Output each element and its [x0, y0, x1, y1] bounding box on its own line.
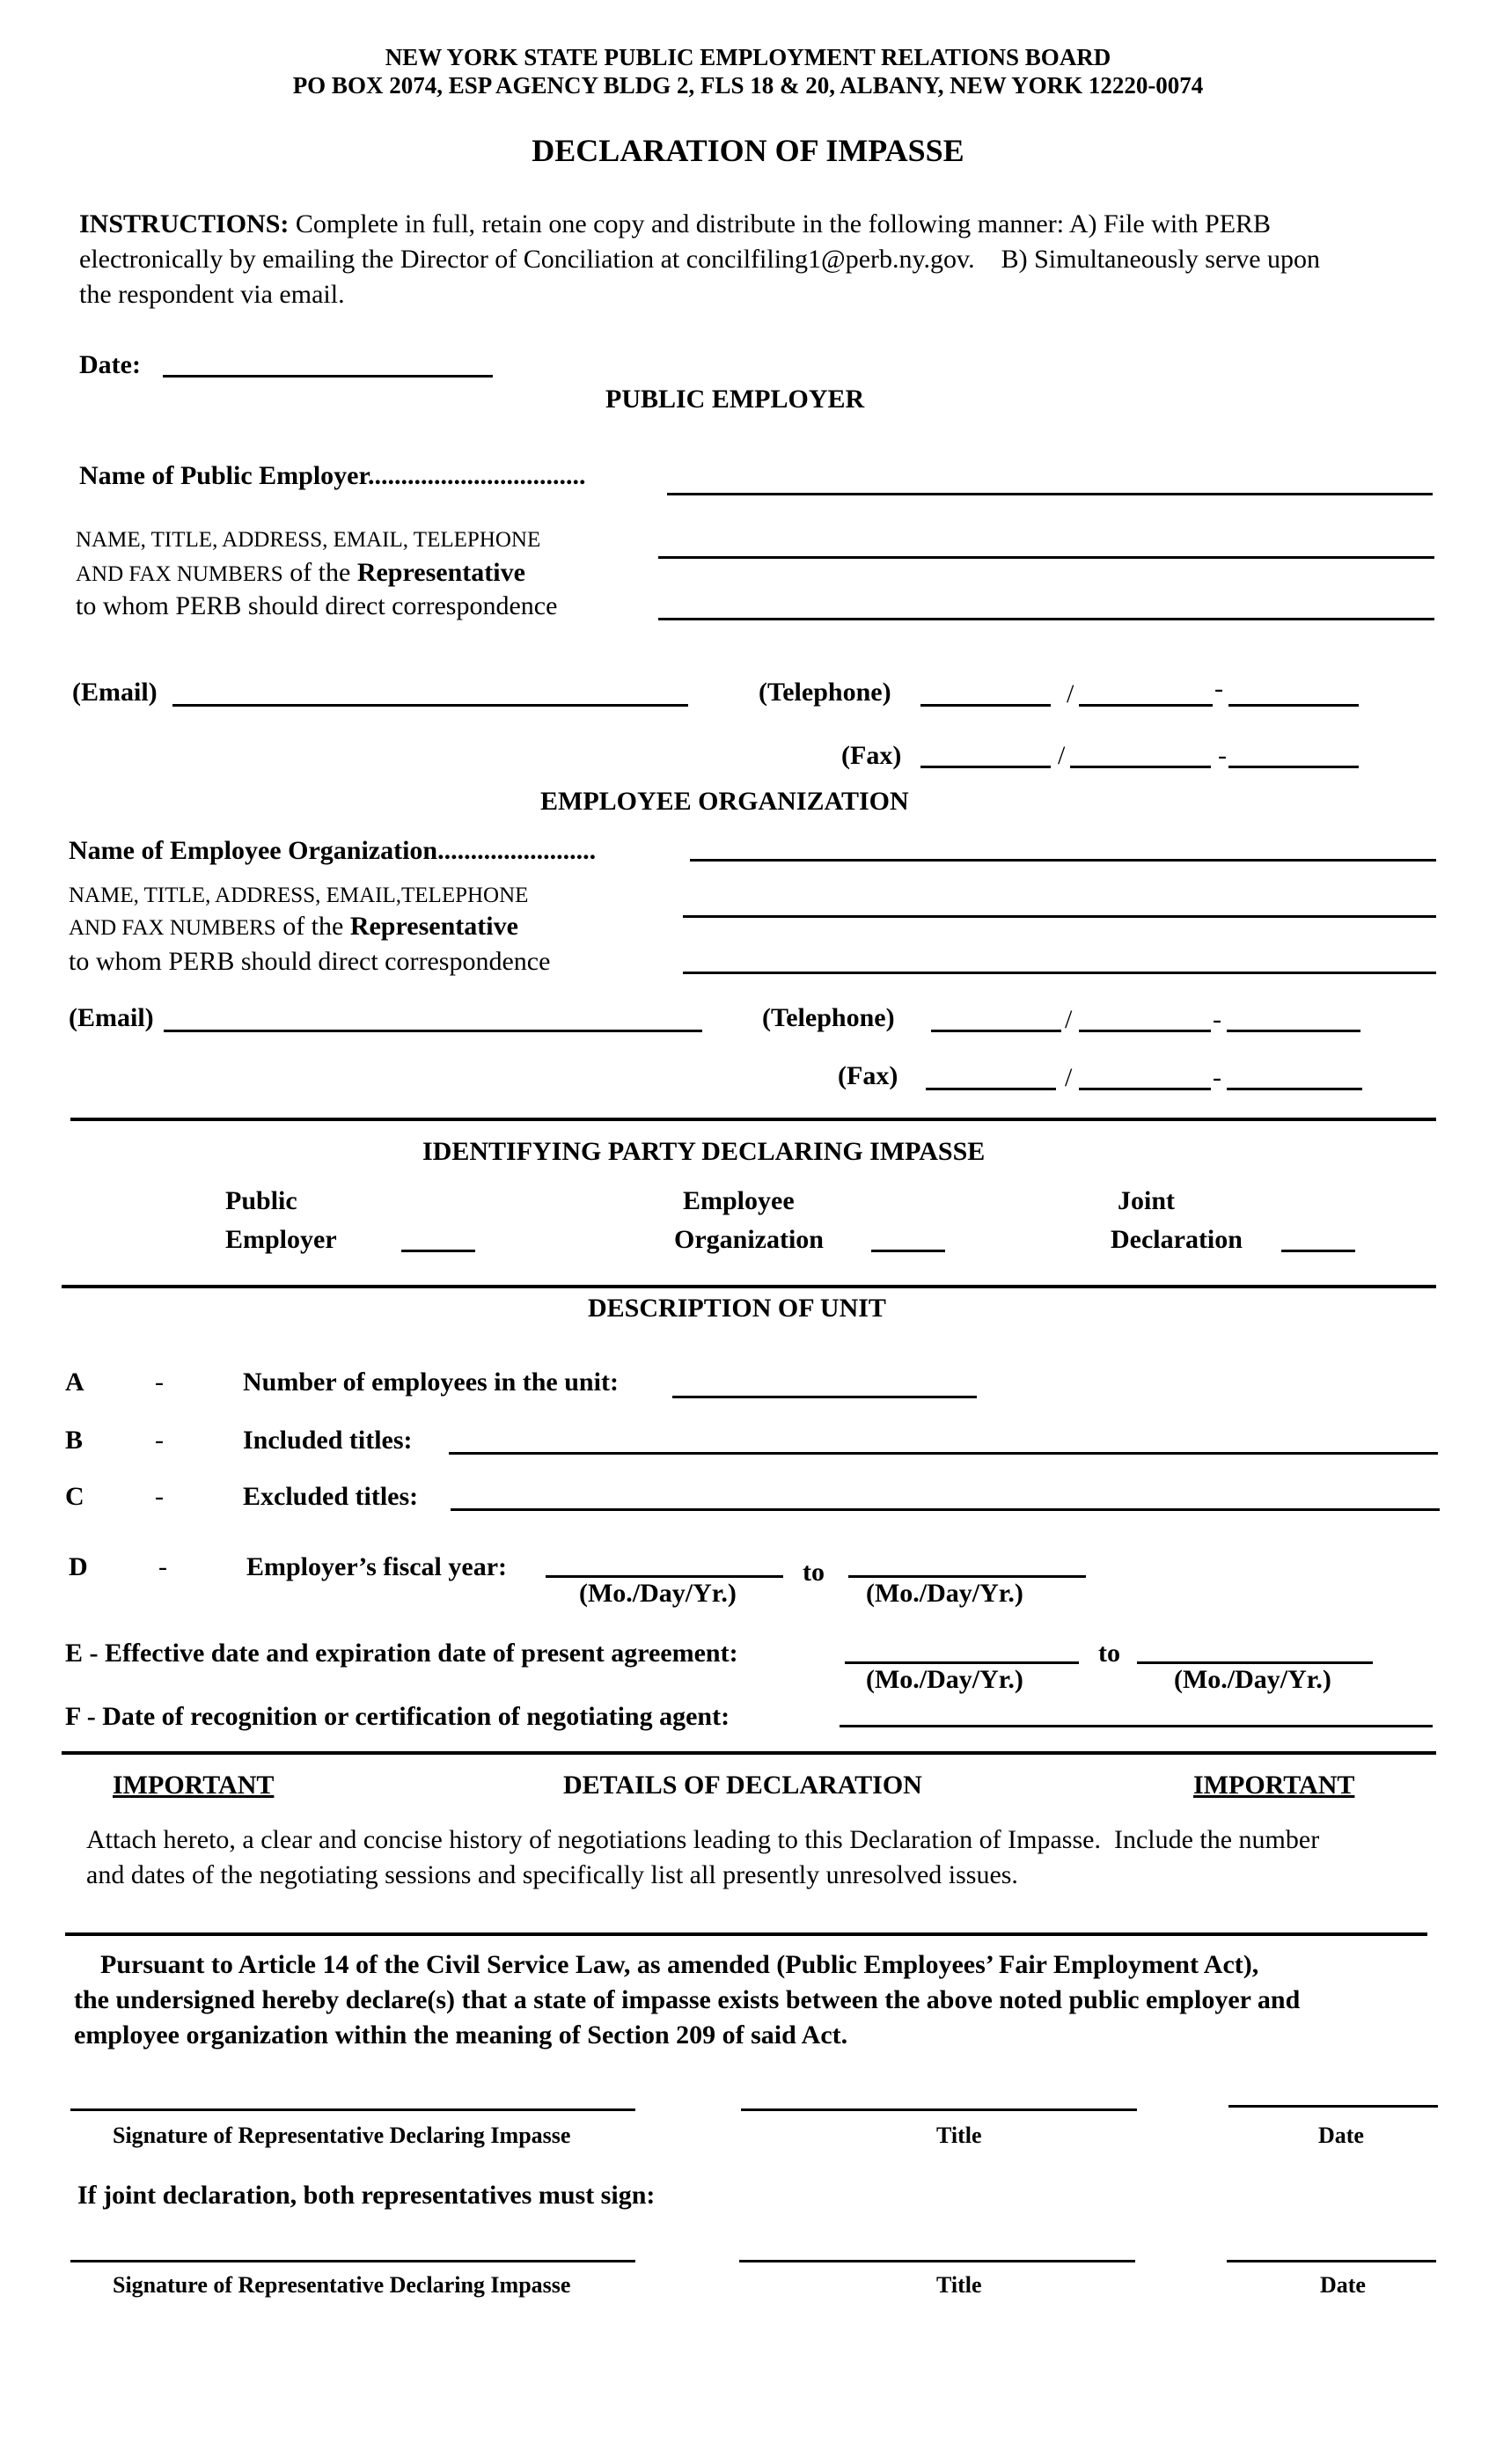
public-employer-checkbox[interactable] — [401, 1250, 475, 1252]
recognition-date-field[interactable] — [840, 1725, 1433, 1727]
employee-org-option-line-2: Organization — [674, 1225, 824, 1254]
instructions-line-1 — [79, 209, 1452, 239]
section-divider-4 — [65, 1932, 1427, 1936]
signature-1-field[interactable] — [70, 2108, 635, 2111]
eo-email-field[interactable] — [164, 1030, 702, 1032]
employee-org-checkbox[interactable] — [871, 1250, 945, 1252]
details-heading: DETAILS OF DECLARATION — [563, 1771, 922, 1800]
eo-telephone-label: (Telephone) — [762, 1003, 895, 1032]
date-label: Date: — [79, 350, 141, 379]
joint-declaration-note: If joint declaration, both representatives must sign: — [77, 2181, 656, 2210]
signature-1-label: Signature of Representative Declaring Impasse — [113, 2123, 571, 2148]
eo-rep-of-the: of the — [275, 912, 350, 941]
public-employer-name-label: Name of Public Employer................................. — [79, 461, 586, 490]
pe-telephone-label: (Telephone) — [759, 678, 891, 707]
title-2-field[interactable] — [739, 2260, 1135, 2262]
excluded-titles-field[interactable] — [451, 1508, 1440, 1511]
eo-telephone-dash: - — [1213, 1005, 1221, 1034]
section-divider-2 — [62, 1285, 1436, 1288]
unit-a-dash: - — [155, 1368, 164, 1397]
unit-c-letter: C — [65, 1482, 84, 1511]
identifying-heading: IDENTIFYING PARTY DECLARING IMPASSE — [422, 1137, 986, 1166]
important-right: IMPORTANT — [1193, 1771, 1355, 1800]
eo-telephone-number-field[interactable] — [1227, 1030, 1360, 1032]
employee-org-heading: EMPLOYEE ORGANIZATION — [540, 787, 909, 816]
pe-fax-number-field[interactable] — [1228, 766, 1359, 768]
employee-org-name-field[interactable] — [690, 859, 1436, 862]
date-field[interactable] — [163, 375, 493, 378]
title-2-label: Title — [936, 2272, 982, 2298]
instructions-line-2: electronically by emailing the Director of Conciliation at concilfiling1@perb.ny.gov. B) Simultaneously serve upon — [79, 245, 1321, 274]
signature-2-label: Signature of Representative Declaring Impasse — [113, 2272, 571, 2298]
eo-email-label: (Email) — [69, 1003, 154, 1032]
declaration-line-2: the undersigned hereby declare(s) that a state of impasse exists between the above noted public employer and — [74, 1985, 1301, 2014]
pe-telephone-dash: - — [1214, 674, 1223, 703]
unit-e-label: E - Effective date and expiration date of present agreement: — [65, 1639, 738, 1668]
eo-fax-slash: / — [1065, 1063, 1073, 1092]
agreement-expiration-date-field[interactable] — [1137, 1661, 1373, 1664]
date-1-field[interactable] — [1228, 2105, 1438, 2108]
unit-heading: DESCRIPTION OF UNIT — [588, 1294, 886, 1323]
signature-2-field[interactable] — [70, 2260, 635, 2262]
employee-org-option-line-1: Employee — [683, 1186, 795, 1215]
pe-rep-field-2[interactable] — [658, 618, 1434, 620]
pe-rep-line-2 — [76, 558, 525, 588]
details-line-1: Attach hereto, a clear and concise history of negotiations leading to this Declaration of Impasse. Include the number — [86, 1825, 1320, 1854]
eo-rep-line-3: to whom PERB should direct correspondence — [69, 947, 551, 976]
eo-rep-representative: Representative — [349, 912, 518, 941]
pe-rep-of-the: of the — [282, 558, 357, 587]
pe-rep-line-1: NAME, TITLE, ADDRESS, EMAIL, TELEPHONE — [76, 528, 541, 552]
section-divider-3 — [62, 1751, 1436, 1755]
agreement-effective-format: (Mo./Day/Yr.) — [866, 1665, 1023, 1694]
pe-email-label: (Email) — [72, 678, 158, 707]
pe-email-field[interactable] — [172, 704, 688, 707]
page-title: DECLARATION OF IMPASSE — [532, 133, 964, 168]
fiscal-year-to: to — [803, 1558, 825, 1587]
details-line-2: and dates of the negotiating sessions and specifically list all presently unresolved issues. — [86, 1860, 1018, 1889]
fiscal-year-end-field[interactable] — [848, 1575, 1086, 1578]
pe-fax-area-field[interactable] — [920, 766, 1051, 768]
joint-option-line-2: Declaration — [1111, 1225, 1243, 1254]
pe-rep-fax-text: AND FAX NUMBERS — [76, 562, 283, 586]
unit-d-letter: D — [69, 1552, 88, 1581]
eo-fax-area-field[interactable] — [926, 1088, 1056, 1090]
declaration-line-3: employee organization within the meaning of Section 209 of said Act. — [74, 2020, 848, 2050]
title-1-label: Title — [936, 2123, 982, 2148]
instructions-label: INSTRUCTIONS: — [79, 209, 290, 238]
unit-c-label: Excluded titles: — [243, 1482, 419, 1511]
date-1-label: Date — [1318, 2123, 1364, 2148]
pe-telephone-slash: / — [1067, 679, 1074, 708]
pe-fax-slash: / — [1058, 741, 1066, 770]
eo-telephone-prefix-field[interactable] — [1079, 1030, 1211, 1032]
number-of-employees-field[interactable] — [672, 1396, 977, 1398]
fiscal-year-start-format: (Mo./Day/Yr.) — [579, 1579, 737, 1608]
employee-org-name-label: Name of Employee Organization........................ — [69, 836, 597, 865]
eo-fax-dash: - — [1213, 1063, 1221, 1092]
agreement-effective-date-field[interactable] — [845, 1661, 1079, 1664]
pe-rep-representative: Representative — [356, 558, 525, 587]
unit-b-label: Included titles: — [243, 1426, 413, 1455]
pe-fax-dash: - — [1218, 741, 1227, 770]
unit-d-dash: - — [158, 1552, 167, 1581]
pe-fax-label: (Fax) — [841, 741, 902, 770]
public-employer-option-line-1: Public — [225, 1186, 297, 1215]
eo-telephone-slash: / — [1065, 1005, 1073, 1034]
section-divider-1 — [70, 1118, 1436, 1121]
eo-fax-label: (Fax) — [838, 1061, 898, 1090]
title-1-field[interactable] — [741, 2108, 1137, 2111]
agreement-expiration-format: (Mo./Day/Yr.) — [1174, 1665, 1331, 1694]
eo-rep-field-2[interactable] — [683, 972, 1436, 974]
pe-telephone-prefix-field[interactable] — [1079, 704, 1213, 707]
unit-d-label: Employer’s fiscal year: — [246, 1552, 508, 1581]
important-left: IMPORTANT — [113, 1771, 275, 1800]
unit-b-letter: B — [65, 1426, 84, 1455]
eo-telephone-area-field[interactable] — [931, 1030, 1061, 1032]
unit-f-label: F - Date of recognition or certification of negotiating agent: — [65, 1702, 730, 1731]
eo-fax-prefix-field[interactable] — [1079, 1088, 1211, 1090]
fiscal-year-end-format: (Mo./Day/Yr.) — [866, 1579, 1023, 1608]
unit-a-label: Number of employees in the unit: — [243, 1368, 619, 1397]
date-2-label: Date — [1320, 2272, 1366, 2298]
included-titles-field[interactable] — [449, 1452, 1438, 1455]
fiscal-year-start-field[interactable] — [546, 1575, 783, 1578]
eo-rep-field-1[interactable] — [683, 915, 1436, 918]
eo-rep-line-1: NAME, TITLE, ADDRESS, EMAIL,TELEPHONE — [69, 884, 529, 907]
instructions-line-3: the respondent via email. — [79, 280, 345, 309]
date-2-field[interactable] — [1227, 2260, 1436, 2262]
pe-rep-line-3: to whom PERB should direct correspondence — [76, 591, 558, 620]
public-employer-option-line-2: Employer — [225, 1225, 337, 1254]
public-employer-name-field[interactable] — [667, 493, 1433, 495]
eo-fax-number-field[interactable] — [1227, 1088, 1362, 1090]
joint-option-line-1: Joint — [1118, 1186, 1176, 1215]
pe-fax-prefix-field[interactable] — [1070, 766, 1211, 768]
pe-telephone-area-field[interactable] — [920, 704, 1051, 707]
eo-rep-line-2 — [69, 912, 518, 942]
unit-b-dash: - — [155, 1426, 164, 1455]
pe-rep-field-1[interactable] — [658, 556, 1434, 559]
pe-telephone-number-field[interactable] — [1228, 704, 1359, 707]
unit-c-dash: - — [155, 1482, 164, 1511]
joint-declaration-checkbox[interactable] — [1281, 1250, 1355, 1252]
instructions-text-1: Complete in full, retain one copy and distribute in the following manner: A) File with PERB — [295, 209, 1272, 238]
agency-address: PO BOX 2074, ESP AGENCY BLDG 2, FLS 18 & 20, ALBANY, NEW YORK 12220-0074 — [292, 72, 1204, 99]
public-employer-heading: PUBLIC EMPLOYER — [605, 385, 865, 414]
unit-a-letter: A — [65, 1368, 84, 1397]
eo-rep-fax-text: AND FAX NUMBERS — [69, 916, 276, 940]
agency-name: NEW YORK STATE PUBLIC EMPLOYMENT RELATIONS BOARD — [385, 44, 1111, 70]
agreement-to: to — [1098, 1639, 1120, 1668]
declaration-line-1: Pursuant to Article 14 of the Civil Service Law, as amended (Public Employees’ Fair Employment Act), — [100, 1950, 1259, 1979]
